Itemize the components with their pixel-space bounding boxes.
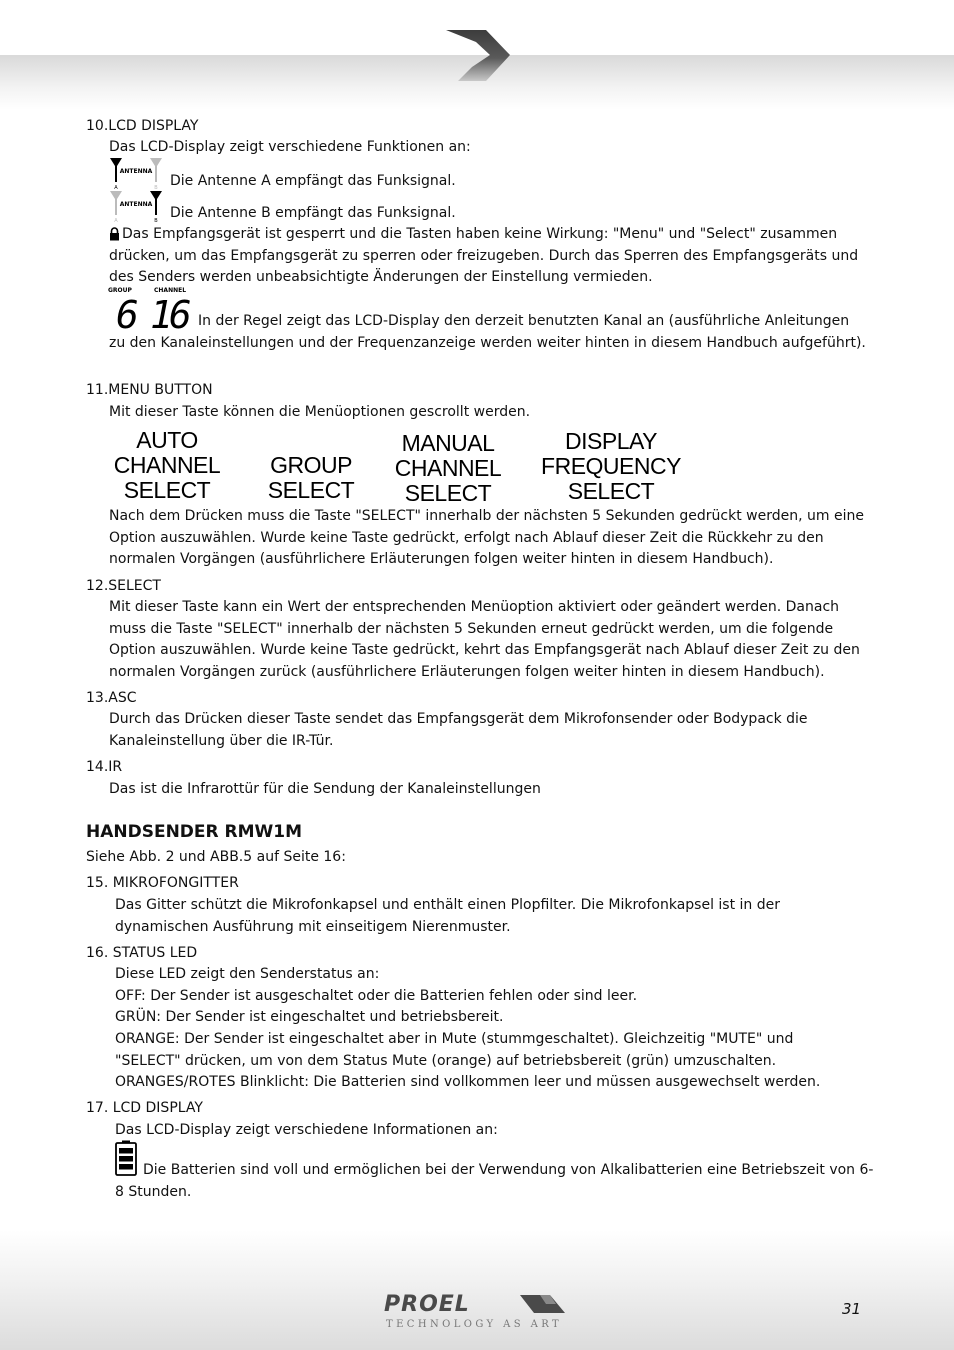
footer-brand: PROEL <box>384 1292 470 1317</box>
svg-text:6: 6 <box>116 293 139 330</box>
svg-text:ANTENNA: ANTENNA <box>119 168 153 175</box>
section-16-title: 16. STATUS LED <box>86 945 198 961</box>
svg-text:16: 16 <box>150 293 188 330</box>
svg-text:A: A <box>114 218 118 223</box>
svg-text:GROUP: GROUP <box>108 287 132 294</box>
footer-tagline: TECHNOLOGY AS ART <box>386 1319 563 1330</box>
page-number: 31 <box>842 1300 862 1318</box>
section-14-text: Das ist die Infrarottür für die Sendung der Kanaleinstellungen <box>109 781 541 797</box>
svg-text:ANTENNA: ANTENNA <box>119 201 153 208</box>
section-11-intro: Mit dieser Taste können die Menüoptionen gescrollt werden. <box>109 404 531 420</box>
menu-option-auto-channel-select: AUTO CHANNEL SELECT <box>113 427 221 503</box>
status-led-green: GRÜN: Der Sender ist eingeschaltet und betriebsbereit. <box>115 1009 504 1025</box>
battery-text: Die Batterien sind voll und ermöglichen bei der Verwendung von Alkalibatterien eine Betriebszeit von 6-8 Stunden. <box>115 1162 874 1200</box>
footer-band <box>0 1230 954 1350</box>
svg-text:B: B <box>154 218 158 223</box>
status-led-blink: ORANGES/ROTES Blinklicht: Die Batterien sind vollkommen leer und müssen ausgewechselt werden. <box>115 1074 821 1090</box>
status-led-off: OFF: Der Sender ist ausgeschaltet oder die Batterien fehlen oder sind leer. <box>115 988 638 1004</box>
menu-option-group-select: GROUP SELECT <box>267 452 355 503</box>
svg-text:A: A <box>114 185 118 190</box>
status-led-intro: Diese LED zeigt den Senderstatus an: <box>115 966 380 982</box>
section-12-title: 12.SELECT <box>86 578 161 594</box>
section-15-text: Das Gitter schützt die Mikrofonkapsel und enthält einen Plopfilter. Die Mikrofonkapsel ist in der dynamischen Ausführung mit einseitigem Nierenmuster. <box>115 897 780 935</box>
handsender-ref: Siehe Abb. 2 und ABB.5 auf Seite 16: <box>86 849 346 865</box>
channel-text: In der Regel zeigt das LCD-Display den derzeit benutzten Kanal an (ausführliche Anleitungen zu den Kanaleinstellungen und der Frequenzanzeige werden weiter hinten in diesem Handbuch aufgeführt). <box>109 313 866 351</box>
antenna-a-icon <box>108 156 164 190</box>
handsender-heading: HANDSENDER RMW1M <box>86 822 303 842</box>
section-13-title: 13.ASC <box>86 690 137 706</box>
section-15-title: 15. MIKROFONGITTER <box>86 875 239 891</box>
section-11-after: Nach dem Drücken muss die Taste "SELECT" innerhalb der nächsten 5 Sekunden gedrückt werden, um eine Option auszuwählen. Wurde keine Taste gedrückt, erfolgt nach Ablauf dieser Zeit die Rückkehr zu den normalen Vorgängen (ausführlichere Erläuterungen folgen weiter hinten in diesem Handbuch). <box>109 508 864 567</box>
section-13-text: Durch das Drücken dieser Taste sendet das Empfangsgerät dem Mikrofonsender oder Bodypack die Kanaleinstellung über die IR-Tür. <box>109 711 808 749</box>
antenna-a-text: Die Antenne A empfängt das Funksignal. <box>170 173 456 189</box>
section-10-intro: Das LCD-Display zeigt verschiedene Funktionen an: <box>109 139 471 155</box>
svg-text:B: B <box>154 185 158 190</box>
menu-option-display-frequency-select: DISPLAY FREQUENCY SELECT <box>541 428 681 504</box>
section-10-title: 10.LCD DISPLAY <box>86 118 199 134</box>
menu-option-manual-channel-select: MANUAL CHANNEL SELECT <box>394 430 502 506</box>
status-led-orange: ORANGE: Der Sender ist eingeschaltet aber in Mute (stummgeschaltet). Gleichzeitig "MUTE" und "SELECT" drücken, um von dem Status Mute (orange) auf betriebsbereit (grün) umzuschalten. <box>115 1031 794 1069</box>
section-11-title: 11.MENU BUTTON <box>86 382 213 398</box>
lock-text: Das Empfangsgerät ist gesperrt und die Tasten haben keine Wirkung: "Menu" und "Select" zusammen drücken, um das Empfangsgerät zu sperren oder freizugeben. Durch das Sperren des Empfangsgeräts und des Senders werden unbeabsichtigte Änderungen der Einstellung vermieden. <box>109 226 859 285</box>
section-17-title: 17. LCD DISPLAY <box>86 1100 203 1116</box>
svg-text:CHANNEL: CHANNEL <box>154 287 187 294</box>
section-12-text: Mit dieser Taste kann ein Wert der entsprechenden Menüoption aktiviert oder geändert werden. Danach muss die Taste "SELECT" innerhalb der nächsten 5 Sekunden erneut gedrückt werden, um die folgende Option auszuwählen. Wurde keine Taste gedrückt, kehrt das Empfangsgerät nach Ablauf dieser Zeit zu den normalen Vorgängen zurück (ausführlichere Erläuterungen folgen weiter hinten in diesem Handbuch). <box>109 599 860 680</box>
section-17-intro: Das LCD-Display zeigt verschiedene Informationen an: <box>115 1122 498 1138</box>
section-14-title: 14.IR <box>86 759 123 775</box>
proel-logo-icon <box>520 1294 566 1314</box>
header-chevron-icon <box>446 28 512 84</box>
antenna-b-icon <box>108 189 164 223</box>
antenna-b-text: Die Antenne B empfängt das Funksignal. <box>170 205 456 221</box>
